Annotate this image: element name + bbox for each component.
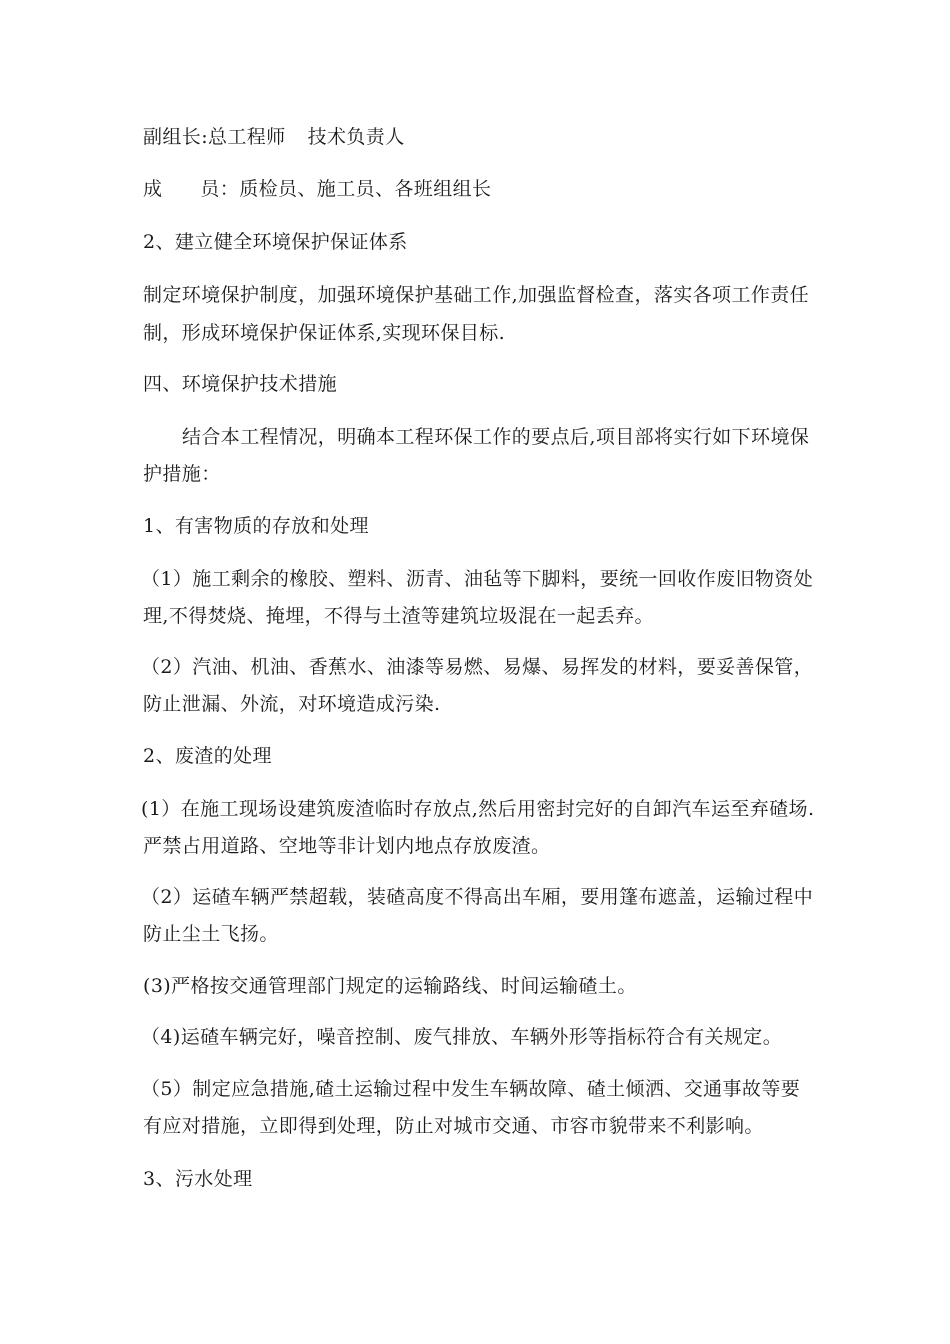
paragraph-system-line: 制，形成环境保护保证体系,实现环保目标.	[143, 322, 506, 344]
hazard-item-2-line: （2）汽油、机油、香蕉水、油漆等易燃、易爆、易挥发的材料，要妥善保管，	[141, 656, 814, 678]
members-line	[143, 176, 491, 202]
waste-item-3: (3)严格按交通管理部门规定的运输路线、时间运输碴土。	[143, 975, 637, 997]
heading-hazard: 1、有害物质的存放和处理	[143, 515, 369, 537]
waste-item-1-line: (1）在施工现场设建筑废渣临时存放点,然后用密封完好的自卸汽车运至弃碴场.	[141, 798, 815, 820]
waste-item-5-line: 有应对措施，立即得到处理，防止对城市交通、市容市貌带来不利影响。	[143, 1115, 764, 1137]
waste-item-5-line: （5）制定应急措施,碴土运输过程中发生车辆故障、碴土倾洒、交通事故等要	[141, 1078, 801, 1100]
hazard-item-1-line: （1）施工剩余的橡胶、塑料、沥青、油毡等下脚料，要统一回收作废旧物资处	[141, 568, 814, 590]
hazard-item-2-line: 防止泄漏、外流，对环境造成污染.	[143, 693, 441, 715]
members-label-b: 员：质检员、施工员、各班组组长	[200, 178, 492, 200]
vice-leader-line	[143, 124, 405, 150]
waste-item-2-line: （2）运碴车辆严禁超载，装碴高度不得高出车厢，要用篷布遮盖，运输过程中	[141, 886, 814, 908]
heading-system: 2、建立健全环境保护保证体系	[143, 231, 408, 253]
waste-item-1-line: 严禁占用道路、空地等非计划内地点存放废渣。	[143, 835, 551, 857]
heading-sewage: 3、污水处理	[143, 1168, 253, 1190]
heading-measures: 四、环境保护技术措施	[143, 373, 338, 395]
hazard-item-1-line: 理,不得焚烧、掩埋，不得与土渣等建筑垃圾混在一起丢弃。	[143, 605, 654, 627]
heading-waste: 2、废渣的处理	[143, 745, 272, 767]
paragraph-intro-line: 结合本工程情况，明确本工程环保工作的要点后,项目部将实行如下环境保	[182, 426, 810, 448]
members-label-a: 成	[143, 178, 163, 200]
vice-leader-label: 副组长:总工程师	[143, 126, 286, 148]
paragraph-system-line: 制定环境保护制度，加强环境保护基础工作,加强监督检查，落实各项工作责任	[143, 284, 810, 306]
waste-item-4: （4)运碴车辆完好，噪音控制、废气排放、车辆外形等指标符合有关规定。	[141, 1026, 783, 1048]
waste-item-2-line: 防止尘土飞扬。	[143, 923, 279, 945]
vice-leader-role: 技术负责人	[307, 126, 405, 148]
paragraph-intro-line: 护措施：	[143, 463, 221, 485]
